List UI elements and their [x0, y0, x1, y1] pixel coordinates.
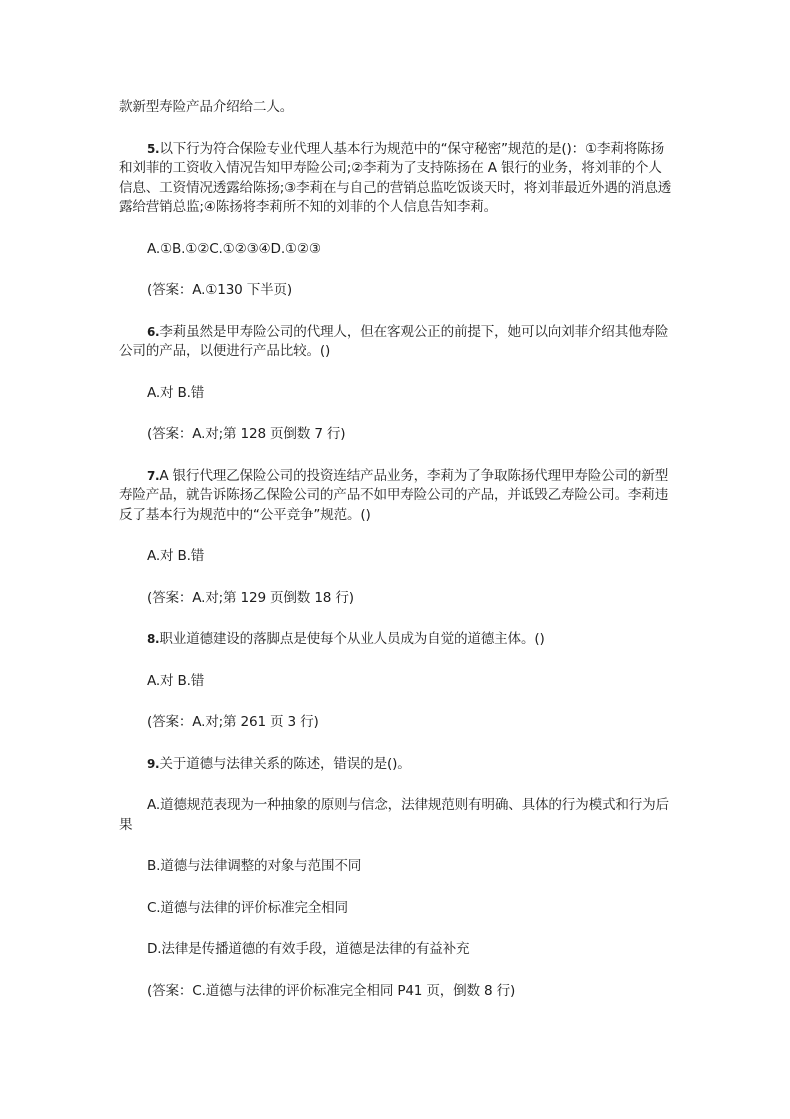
question-8-options: A.对 B.错 [147, 672, 205, 689]
question-text: 李莉虽然是甲寿险公司的代理人，但在客观公正的前提下，她可以向刘菲介绍其他寿险公司的产品，以便进行产品比较。() [119, 323, 669, 359]
question-9-answer: (答案：C.道德与法律的评价标准完全相同 P41 页，倒数 8 行) [147, 982, 516, 999]
question-9-option-d: D.法律是传播道德的有效手段，道德是法律的有益补充 [147, 941, 470, 957]
question-5 [119, 140, 675, 218]
question-number: 7. [147, 468, 160, 483]
question-text: A 银行代理乙保险公司的投资连结产品业务，李莉为了争取陈扬代理甲寿险公司的新型寿险产品，就告诉陈扬乙保险公司的产品不如甲寿险公司的产品，并诋毁乙寿险公司。李莉违反了基本行为规范中的“公平竞争”规范。() [119, 467, 669, 523]
question-9 [119, 755, 675, 775]
question-6-options: A.对 B.错 [147, 384, 205, 401]
question-6-answer: (答案：A.对;第 128 页倒数 7 行) [147, 426, 346, 442]
question-number: 9. [147, 756, 160, 771]
question-7 [119, 467, 675, 526]
question-text: 以下行为符合保险专业代理人基本行为规范中的“保守秘密”规范的是()：①李莉将陈扬和刘菲的工资收入情况告知甲寿险公司;②李莉为了支持陈扬在 A 银行的业务，将刘菲的个人信息、工资情况透露给陈扬;③李莉在与自己的营销总监吃饭谈天时，将刘菲最近外遇的消息透露给营销总监;④陈扬将李莉所不知的刘菲的个人信息告知李莉。 [119, 140, 672, 215]
question-text: 关于道德与法律关系的陈述，错误的是()。 [159, 755, 411, 772]
question-5-options: A.①B.①②C.①②③④D.①②③ [147, 240, 321, 257]
question-number: 6. [147, 324, 160, 339]
question-number: 8. [147, 632, 160, 646]
question-7-options: A.对 B.错 [147, 548, 205, 564]
question-text: 职业道德建设的落脚点是使每个从业人员成为自觉的道德主体。() [159, 631, 545, 647]
question-8-answer: (答案：A.对;第 261 页 3 行) [147, 714, 319, 730]
question-6 [119, 323, 675, 362]
document-page [119, 98, 675, 1023]
question-8 [119, 630, 675, 650]
question-9-option-b: B.道德与法律调整的对象与范围不同 [147, 858, 362, 874]
question-7-answer: (答案：A.对;第 129 页倒数 18 行) [147, 589, 354, 606]
question-number: 5. [147, 141, 160, 156]
continuation-paragraph: 款新型寿险产品介绍给二人。 [119, 99, 294, 115]
question-9-option-a: A.道德规范表现为一种抽象的原则与信念，法律规范则有明确、具体的行为模式和行为后果 [119, 797, 669, 833]
question-9-option-c: C.道德与法律的评价标准完全相同 [147, 899, 348, 916]
question-5-answer: (答案：A.①130 下半页) [147, 282, 293, 298]
